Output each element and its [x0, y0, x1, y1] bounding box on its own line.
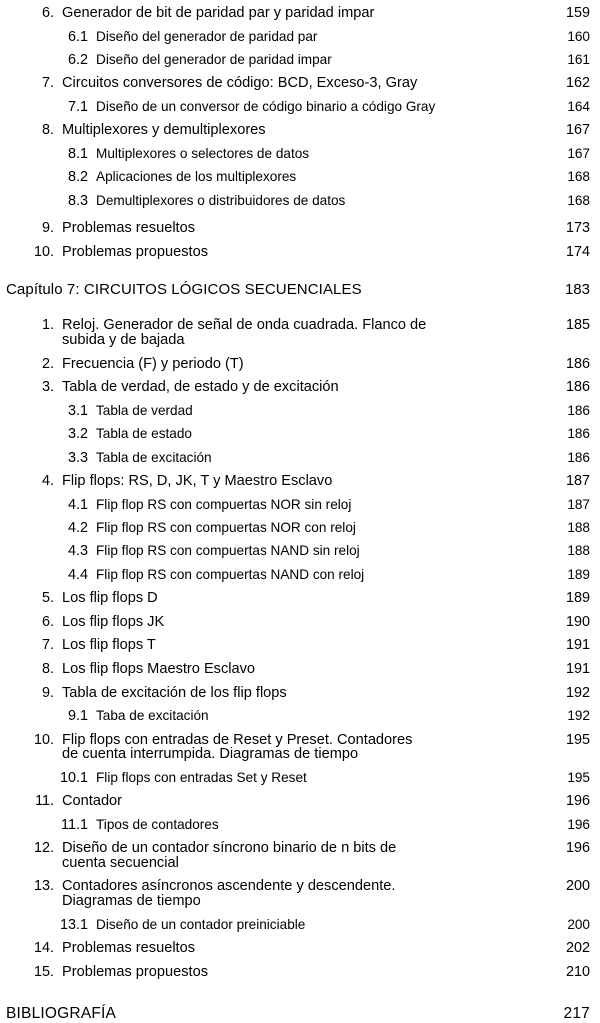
toc-entry-title: Diseño de un conversor de código binario a código Gray	[96, 99, 436, 114]
toc-entry-page: 161	[567, 52, 590, 67]
toc-entry[interactable]	[0, 498, 600, 512]
toc-entry-title-line2: cuenta secuencial	[62, 854, 179, 871]
toc-entry-number: 7.	[41, 75, 54, 92]
table-of-contents	[0, 6, 600, 1023]
toc-entry[interactable]	[0, 591, 600, 606]
toc-entry-number: 8.	[41, 661, 54, 677]
toc-entry-number: 3.2	[67, 426, 88, 443]
toc-entry[interactable]	[0, 841, 600, 870]
toc-entry-page: 186	[565, 355, 590, 372]
toc-entry-title: Flip flop RS con compuertas NAND con reloj	[96, 566, 365, 582]
toc-entry-number: 3.3	[67, 449, 88, 466]
toc-entry[interactable]	[0, 318, 600, 347]
toc-entry-title: Frecuencia (F) y periodo (T)	[62, 355, 244, 372]
toc-entry-title: Los flip flops D	[62, 590, 158, 607]
toc-entry-number: 6.	[41, 613, 54, 630]
toc-entry-page: 164	[567, 99, 590, 114]
toc-entry[interactable]	[0, 709, 600, 723]
toc-entry[interactable]	[0, 794, 600, 809]
toc-section-top	[0, 6, 600, 259]
toc-entry-page: 200	[567, 916, 590, 932]
toc-entry[interactable]	[0, 733, 600, 762]
bibliography-entry[interactable]	[0, 1005, 600, 1023]
toc-entry-number: 11.1	[61, 816, 88, 833]
toc-entry[interactable]	[0, 6, 600, 21]
toc-entry-title: Los flip flops T	[62, 637, 156, 654]
toc-entry-number: 8.	[41, 122, 54, 139]
toc-entry-number: 7.1	[67, 99, 88, 115]
toc-entry[interactable]	[0, 638, 600, 653]
toc-entry[interactable]	[0, 568, 600, 582]
bibliography-page: 217	[563, 1005, 590, 1023]
toc-entry-title: Tabla de estado	[96, 426, 192, 442]
toc-entry-number: 8.2	[67, 169, 88, 186]
toc-entry-number: 7.	[41, 637, 54, 654]
toc-entry-page: 168	[567, 192, 590, 208]
toc-entry-title: Multiplexores y demultiplexores	[62, 122, 266, 139]
toc-entry-number: 8.1	[67, 146, 88, 162]
toc-entry-number: 14.	[33, 939, 54, 956]
toc-entry-page: 200	[565, 878, 590, 895]
toc-entry-title	[62, 733, 546, 762]
toc-entry-number: 4.1	[67, 496, 88, 513]
toc-entry-title-line1: Flip flops con entradas de Reset y Preset. Contadores	[62, 731, 413, 748]
toc-entry-page: 160	[567, 28, 590, 44]
toc-entry-page: 188	[567, 543, 590, 559]
toc-entry-title: Los flip flops Maestro Esclavo	[62, 661, 256, 677]
toc-entry-title: Flip flop RS con compuertas NAND sin reloj	[96, 543, 360, 559]
toc-entry[interactable]	[0, 76, 600, 91]
toc-entry-page: 167	[567, 146, 590, 161]
toc-entry-page: 202	[565, 939, 590, 956]
toc-entry[interactable]	[0, 474, 600, 489]
toc-entry[interactable]	[0, 380, 600, 395]
toc-entry-title: Tabla de verdad, de estado y de excitación	[62, 379, 339, 396]
toc-entry[interactable]	[0, 221, 600, 236]
toc-entry-number: 15.	[33, 963, 54, 980]
toc-entry[interactable]	[0, 918, 600, 932]
toc-entry[interactable]	[0, 357, 600, 372]
toc-entry-number: 4.	[41, 473, 54, 489]
toc-entry[interactable]	[0, 686, 600, 701]
bibliography-title: BIBLIOGRAFÍA	[6, 1005, 117, 1023]
toc-entry-number: 10.	[33, 731, 54, 748]
toc-entry-number: 9.1	[67, 708, 88, 725]
toc-entry[interactable]	[0, 544, 600, 558]
toc-entry[interactable]	[0, 521, 600, 535]
toc-entry-page: 191	[565, 661, 590, 677]
toc-entry[interactable]	[0, 147, 600, 161]
toc-entry-number: 4.4	[67, 566, 88, 583]
toc-entry[interactable]	[0, 30, 600, 44]
toc-entry-page: 167	[565, 122, 590, 139]
toc-entry-title: Tipos de contadores	[96, 816, 219, 832]
toc-entry-page: 173	[565, 220, 590, 237]
toc-entry-number: 3.1	[67, 402, 88, 419]
toc-entry-title: Diseño del generador de paridad impar	[96, 52, 332, 67]
toc-entry[interactable]	[0, 451, 600, 465]
toc-entry[interactable]	[0, 427, 600, 441]
toc-entry-title: Taba de excitación	[96, 708, 209, 724]
toc-entry-number: 10.	[33, 243, 54, 260]
toc-entry[interactable]	[0, 123, 600, 138]
toc-entry-title: Aplicaciones de los multiplexores	[96, 169, 297, 185]
toc-entry-page: 187	[565, 473, 590, 489]
toc-entry-title: Generador de bit de paridad par y paridad impar	[62, 5, 375, 21]
toc-entry-title: Tabla de excitación de los flip flops	[62, 684, 287, 701]
toc-entry[interactable]	[0, 771, 600, 785]
toc-entry-title: Demultiplexores o distribuidores de datos	[96, 192, 346, 208]
toc-entry-title: Problemas resueltos	[62, 939, 196, 956]
toc-entry-number: 6.1	[67, 28, 88, 45]
toc-entry-number: 10.1	[59, 769, 88, 786]
toc-entry[interactable]	[0, 53, 600, 67]
toc-entry-title	[62, 841, 546, 870]
toc-entry[interactable]	[0, 879, 600, 908]
toc-entry-page: 188	[567, 520, 590, 535]
toc-entry-title: Problemas propuestos	[62, 963, 209, 980]
toc-entry[interactable]	[0, 941, 600, 956]
toc-entry-page: 196	[567, 816, 590, 832]
toc-entry-title: Tabla de verdad	[96, 402, 193, 418]
toc-entry[interactable]	[0, 245, 600, 260]
toc-entry-number: 2.	[41, 355, 54, 372]
toc-entry-title: Flip flop RS con compuertas NOR con reloj	[96, 520, 356, 535]
toc-entry-page: 186	[567, 449, 590, 465]
toc-entry-page: 195	[565, 731, 590, 748]
toc-entry-page: 162	[565, 75, 590, 92]
toc-entry-title: Multiplexores o selectores de datos	[96, 146, 310, 161]
toc-section-chapter7	[0, 318, 600, 979]
toc-entry-number: 6.	[41, 5, 54, 21]
toc-entry-title-line2: subida y de bajada	[62, 332, 185, 348]
toc-entry-page: 185	[565, 317, 590, 334]
toc-entry-title: Diseño del generador de paridad par	[96, 28, 318, 44]
toc-entry-number: 9.	[41, 220, 54, 237]
toc-entry-page: 186	[567, 426, 590, 442]
toc-entry-number: 13.	[33, 878, 54, 895]
chapter-heading[interactable]	[0, 281, 600, 298]
toc-entry-page: 196	[565, 793, 590, 810]
toc-entry-page: 159	[565, 5, 590, 21]
toc-entry-number: 11.	[35, 793, 54, 810]
toc-entry-title	[62, 879, 546, 908]
toc-entry-number: 3.	[41, 379, 54, 396]
toc-entry-title	[62, 318, 546, 347]
toc-entry[interactable]	[0, 404, 600, 418]
toc-entry-number: 13.1	[59, 916, 88, 933]
toc-entry[interactable]	[0, 965, 600, 980]
toc-entry-page: 190	[565, 613, 590, 630]
toc-entry[interactable]	[0, 818, 600, 832]
toc-entry-page: 174	[565, 243, 590, 260]
toc-entry-title: Flip flop RS con compuertas NOR sin reloj	[96, 496, 352, 512]
toc-entry-number: 12.	[33, 840, 54, 857]
toc-entry-number: 9.	[41, 684, 54, 701]
toc-entry-page: 186	[567, 402, 590, 418]
toc-entry-title-line1: Contadores asíncronos ascendente y descendente.	[62, 878, 396, 895]
toc-entry-title-line2: de cuenta interrumpida. Diagramas de tiempo	[62, 746, 359, 763]
toc-entry-page: 168	[567, 169, 590, 185]
toc-entry-number: 4.2	[67, 520, 88, 536]
toc-entry[interactable]	[0, 615, 600, 630]
toc-entry-title-line1: Diseño de un contador síncrono binario de n bits de	[62, 840, 397, 857]
toc-entry-title: Los flip flops JK	[62, 613, 165, 630]
toc-entry-page: 192	[565, 684, 590, 701]
toc-entry-title: Flip flops con entradas Set y Reset	[96, 769, 307, 785]
toc-entry-number: 4.3	[67, 543, 88, 560]
toc-entry-title: Diseño de un contador preiniciable	[96, 916, 306, 932]
toc-entry-title: Problemas propuestos	[62, 243, 209, 260]
toc-entry-page: 189	[565, 590, 590, 607]
toc-entry-number: 5.	[41, 590, 54, 607]
toc-entry-page: 189	[567, 566, 590, 582]
toc-entry-number: 6.2	[67, 52, 88, 68]
toc-entry-title-line2: Diagramas de tiempo	[62, 892, 201, 909]
chapter-title: Capítulo 7: CIRCUITOS LÓGICOS SECUENCIALES	[6, 281, 362, 299]
toc-entry[interactable]	[0, 170, 600, 184]
toc-entry-page: 196	[565, 840, 590, 857]
toc-entry-page: 195	[567, 769, 590, 785]
toc-entry-title: Flip flops: RS, D, JK, T y Maestro Esclavo	[62, 473, 333, 489]
toc-entry-page: 210	[565, 963, 590, 980]
toc-entry-number: 1.	[41, 317, 54, 334]
toc-entry-number: 8.3	[67, 192, 88, 209]
toc-entry-page: 187	[567, 496, 590, 512]
toc-entry[interactable]	[0, 194, 600, 208]
chapter-page: 183	[564, 281, 590, 299]
toc-entry-page: 192	[567, 708, 590, 724]
toc-entry-title-line1: Reloj. Generador de señal de onda cuadrada. Flanco de	[62, 317, 427, 334]
toc-entry-title: Circuitos conversores de código: BCD, Exceso-3, Gray	[62, 75, 418, 92]
toc-entry-title: Problemas resueltos	[62, 220, 196, 237]
toc-entry-title: Tabla de excitación	[96, 449, 212, 465]
toc-entry-page: 191	[565, 637, 590, 654]
toc-entry-page: 186	[565, 379, 590, 396]
toc-entry[interactable]	[0, 662, 600, 677]
toc-entry[interactable]	[0, 100, 600, 114]
toc-entry-title: Contador	[62, 793, 123, 810]
